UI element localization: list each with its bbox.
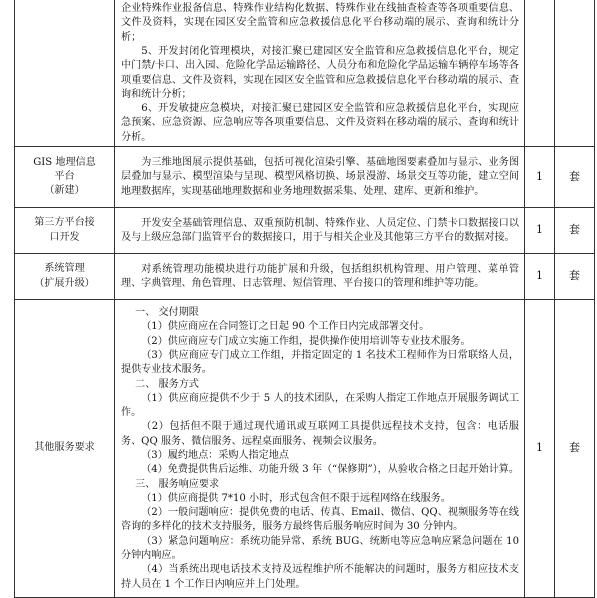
- item-name-line: 系统管理: [44, 263, 85, 275]
- item-name-line: 口开发: [49, 231, 80, 243]
- description-paragraph: （1）供应商应提供不少于 5 人的技术团队，在采购人指定工作地点开展服务调试工作。: [121, 392, 519, 419]
- quantity-cell: [525, 0, 555, 147]
- item-name-line: 第三方平台接: [34, 217, 95, 229]
- item-name-line: GIS 地理信息: [33, 156, 96, 168]
- quantity-cell: 1: [525, 300, 555, 598]
- unit-cell: 套: [555, 254, 595, 300]
- description-paragraph: 6、开发敏捷应急模块，对接汇聚已建园区安全监管和应急救援信息化平台，实现应急预案、应急资源、应急响应等各项重要信息、文件及资料在移动端的展示、查询和统计分析。: [121, 103, 519, 143]
- table-row: [15, 254, 595, 300]
- description-paragraph: （2）供应商应专门成立实施工作组，提供操作使用培训等专业技术服务。: [141, 335, 471, 347]
- description-paragraph: （3）供应商应专门成立工作组，并指定固定的 1 名技术工程师作为日常联络人员，提供专业技术服务。: [121, 349, 519, 376]
- description-paragraph: 为三维地图展示提供基础，包括可视化渲染引擎、基础地图要素叠加与显示、业务图层叠加与显示、模型渲染与呈现、模型风格切换、场景漫游、场景交互等功能，建立空间地理数据库，实现基础地理数据和业务地理数据采集、处理、建库、更新和维护。: [121, 157, 519, 197]
- description-paragraph: （1）供应商提供 7*10 小时，形式包含但不限于远程网络在线服务。: [141, 492, 451, 504]
- description-paragraph: （4）免费提供售后运维、功能升级 3 年（“保修期”），从验收合格之日起开始计算。: [141, 464, 519, 476]
- description-paragraph: （1）供应商应在合同签订之日起 90 个工作日内完成部署交付。: [141, 321, 430, 333]
- item-name-cell: [15, 147, 115, 208]
- description-paragraph: 5、开发封闭化管理模块，对接汇聚已建园区安全监管和应急救援信息化平台，规定中门禁/卡口、出入园、危险化学品运输路径、人员分布和危险化学品运输车辆停车场等各项重要信息、文件及资料，实现在园区安全监管和应急救援信息化平台移动端的展示、查询和统计分析；: [121, 45, 519, 100]
- requirements-table: [14, 0, 595, 598]
- item-name-cell: [15, 300, 115, 598]
- unit-cell: [555, 0, 595, 147]
- unit-cell: 套: [555, 147, 595, 208]
- quantity-cell: 1: [525, 254, 555, 300]
- description-paragraph: （3）紧急问题响应：系统功能异常、系统 BUG、统断电等应急响应紧急问题在 10 分钟内响应。: [121, 535, 519, 562]
- unit-cell: 套: [555, 300, 595, 598]
- quantity-cell: 1: [525, 147, 555, 208]
- description-paragraph: （2）包括但不限于通过现代通讯或互联网工具提供远程技术支持，包含：电话服务、QQ 服务、微信服务、远程桌面服务、视频会议服务。: [121, 421, 519, 447]
- item-description-cell: [115, 0, 525, 147]
- table-row: [15, 300, 595, 598]
- item-name-cell: [15, 0, 115, 147]
- item-name-line: （新建）: [44, 185, 85, 197]
- unit-cell: 套: [555, 208, 595, 254]
- item-description-cell: [115, 254, 525, 300]
- item-name-cell: [15, 208, 115, 254]
- table-row: [15, 147, 595, 208]
- description-paragraph: （2）一般问题响应：提供免费的电话、传真、Email、微信、QQ、视频服务等在线咨询的多样化的技术支持服务，服务方最终售后服务响应时间为 30 分钟内。: [121, 507, 519, 533]
- item-name-line: （扩展升级）: [34, 277, 95, 289]
- description-paragraph: （3）履约地点：采购人指定地点: [141, 450, 289, 461]
- item-description-cell: [115, 147, 525, 208]
- item-name-line: 平台: [54, 170, 75, 182]
- quantity-cell: 1: [525, 208, 555, 254]
- table-row: [15, 0, 595, 147]
- section-heading: 二、 服务方式: [135, 378, 199, 390]
- item-name-cell: [15, 254, 115, 300]
- description-paragraph: 开发安全基础管理信息、双重预防机制、特殊作业、人员定位、门禁卡口数据接口以及与上级应急部门监管平台的数据接口，用于与相关企业及其他第三方平台的数据对接。: [121, 217, 519, 243]
- table-row: [15, 208, 595, 254]
- section-heading: 三、 服务响应要求: [135, 478, 220, 490]
- description-paragraph: 对系统管理功能模块进行功能扩展和升级，包括组织机构管理、用户管理、菜单管理、字典管理、角色管理、日志管理、短信管理、平台接口的管理和维护等功能。: [121, 263, 519, 289]
- item-name-line: 其他服务要求: [34, 442, 95, 454]
- item-description-cell: [115, 208, 525, 254]
- section-heading: 一、 交付期限: [135, 307, 199, 319]
- item-description-cell: [115, 300, 525, 598]
- description-paragraph: （4）当系统出现电话技术支持及远程维护所不能解决的问题时，服务方相应技术支持人员在 1 个工作日内响应并上门处理。: [121, 564, 519, 590]
- description-paragraph: 企业特殊作业报备信息、特殊作业结构化数据、特殊作业在线抽查检查等各项重要信息、文件及资料，实现在园区安全监管和应急救援信息化平台移动端的展示、查询和统计分析；: [121, 3, 519, 43]
